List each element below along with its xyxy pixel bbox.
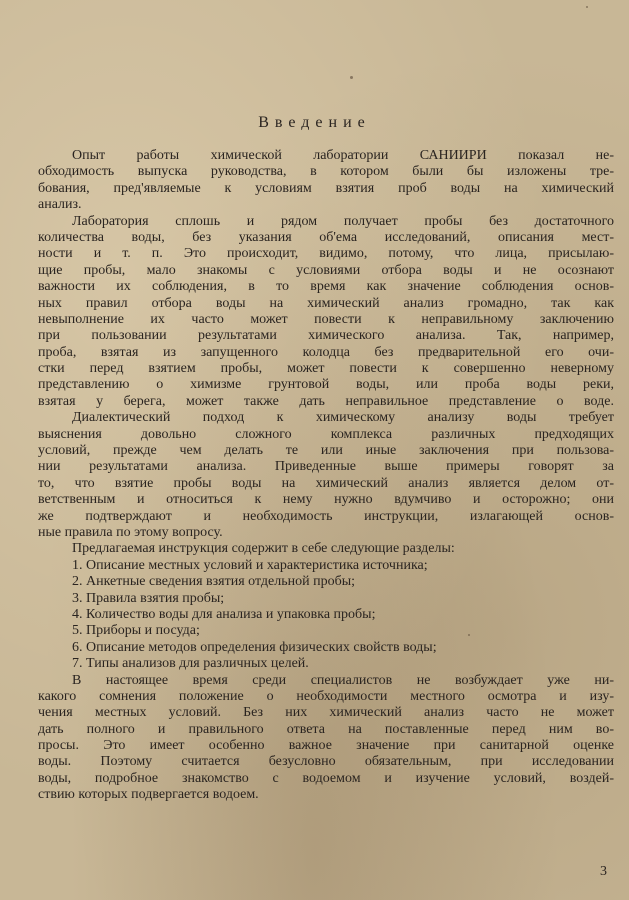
text-line: ствию которых подвергается водоем. xyxy=(38,787,259,803)
text-line: просы. Это имеет особенно важное значение при санитарной оценке xyxy=(38,738,614,754)
text-line: анализ. xyxy=(38,197,82,213)
paragraph xyxy=(38,148,614,214)
text-line: Лаборатория сплошь и рядом получает пробы без достаточного xyxy=(72,213,614,229)
sections-list xyxy=(38,558,614,673)
text-line: Предлагаемая инструкция содержит в себе следующие разделы: xyxy=(72,541,455,557)
text-line: стки перед взятием пробы, может повести к совершенно неверному xyxy=(38,361,614,377)
paragraph xyxy=(38,541,614,557)
paper-speck xyxy=(586,6,588,8)
text-line: чения местных условий. Без них химический анализ часто не может xyxy=(38,705,614,721)
text-line: же подтверждают и необходимость инструкции, излагающей основ- xyxy=(38,508,614,524)
list-item: 2. Анкетные сведения взятия отдельной пробы; xyxy=(72,574,356,590)
list-item: 7. Типы анализов для различных целей. xyxy=(72,656,309,672)
text-line: важности их соблюдения, в то время как значение соблюдения основ- xyxy=(38,279,614,295)
text-line: В настоящее время среди специалистов не возбуждает уже ни- xyxy=(72,672,614,688)
text-line: невыполнение их часто может повести к неправильному заключению xyxy=(38,311,614,327)
text-line: обходимость выпуска руководства, в котором были бы изложены тре- xyxy=(38,164,614,180)
page-title: Введение xyxy=(258,114,371,131)
paragraph xyxy=(38,214,614,411)
text-line: ных правил отбора воды на химический анализ громадно, так как xyxy=(38,295,614,311)
text-line: щие пробы, мало знакомы с условиями отбора воды и не осознают xyxy=(38,262,614,278)
text-line: при пользовании результатами химического анализа. Так, например, xyxy=(38,328,614,344)
text-line: воды. Поэтому считается безусловно обязательным, при исследовании xyxy=(38,754,614,770)
page-number: 3 xyxy=(600,864,607,879)
text-line: Диалектический подход к химическому анализу воды требует xyxy=(72,410,614,426)
text-line: дать полного и правильного ответа на поставленные перед ним во- xyxy=(38,721,614,737)
text-line: представлению о химизме грунтовой воды, или проба воды реки, xyxy=(38,377,614,393)
list-item: 1. Описание местных условий и характеристика источника; xyxy=(72,557,428,573)
list-item: 3. Правила взятия пробы; xyxy=(72,590,225,606)
list-item: 4. Количество воды для анализа и упаковка пробы; xyxy=(72,606,376,622)
list-item: 6. Описание методов определения физических свойств воды; xyxy=(72,639,437,655)
paper-speck xyxy=(350,76,353,79)
text-line: выяснения довольно сложного комплекса различных предходящих xyxy=(38,426,614,442)
text-line: какого сомнения положение о необходимости местного осмотра и изу- xyxy=(38,688,614,704)
text-line: ветственным и относиться к нему нужно вдумчиво и осторожно; они xyxy=(38,492,614,508)
text-line: ные правила по этому вопросу. xyxy=(38,524,223,540)
list-item: 5. Приборы и посуда; xyxy=(72,623,200,639)
text-line: количества воды, без указания об'ема исследований, описания мест- xyxy=(38,229,614,245)
text-line: воды, подробное знакомство с водоемом и изучение условий, воздей- xyxy=(38,770,614,786)
paragraph xyxy=(38,673,614,804)
text-line: нии результатами анализа. Приведенные выше примеры говорят за xyxy=(38,459,614,475)
text-line: ности и т. п. Это происходит, видимо, потому, что лица, присылаю- xyxy=(38,246,614,262)
text-line: условий, прежде чем делать те или иные заключения при пользова- xyxy=(38,443,614,459)
text-line: проба, взятая из запущенного колодца без предварительной его очи- xyxy=(38,344,614,360)
text-line: то, что взятие пробы воды на химический анализ является делом от- xyxy=(38,475,614,491)
text-line: Опыт работы химической лаборатории САНИИРИ показал не- xyxy=(72,148,614,163)
text-line: бования, пред'являемые к условиям взятия проб воды на химический xyxy=(38,180,614,196)
document-body xyxy=(38,148,614,804)
paragraph xyxy=(38,410,614,541)
text-line: взятая у берега, может также дать неправильное представление о воде. xyxy=(38,393,614,409)
